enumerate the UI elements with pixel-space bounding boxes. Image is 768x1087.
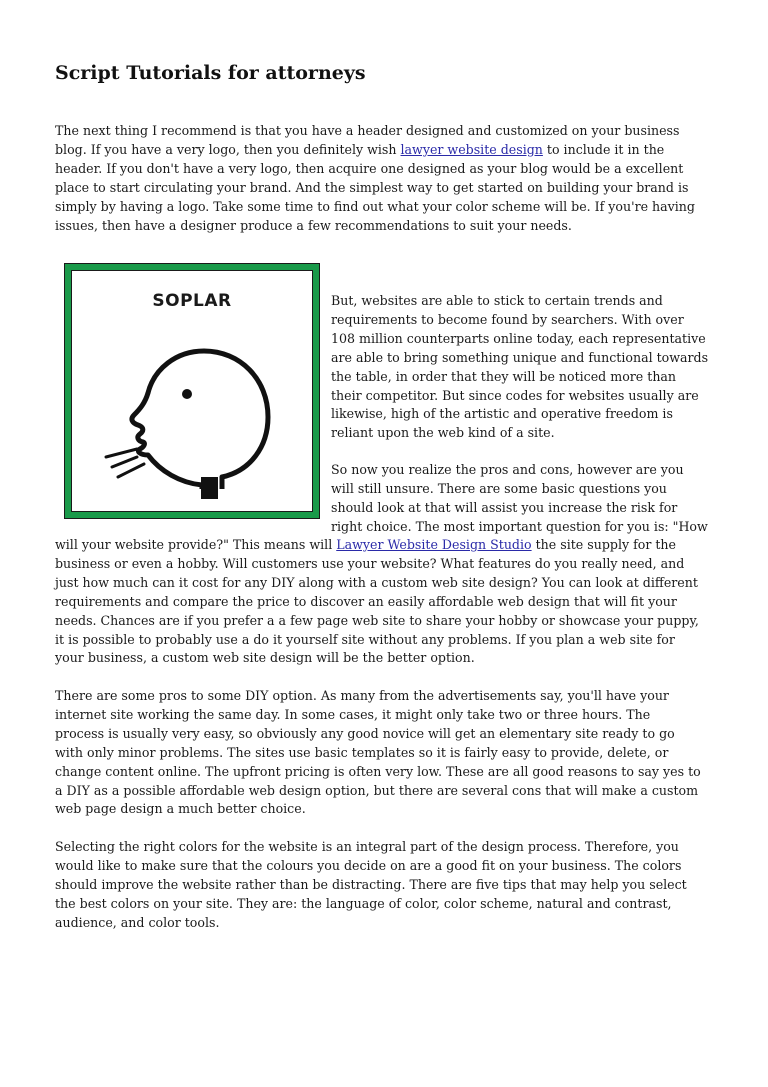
text-span: the site supply for the (531, 537, 676, 552)
text-line: their competitor. But since codes for websites usually are (331, 387, 699, 403)
text-line: Selecting the right colors for the website is an integral part of the design process. Therefore, you (55, 839, 679, 854)
pictogram-inner-outline (71, 270, 313, 512)
page-title: Script Tutorials for attorneys (55, 62, 366, 84)
text-line: So now you realize the pros and cons, however are you (331, 462, 684, 477)
text-line: header. If you don't have a very logo, then acquire one designed as your blog would be a excellent (55, 160, 684, 176)
lawyer-website-design-studio-link[interactable]: Lawyer Website Design Studio (336, 537, 532, 552)
text-line: The next thing I recommend is that you have a header designed and customized on your business (55, 123, 680, 138)
text-line (55, 141, 715, 160)
text-line: should improve the website rather than be distracting. There are five tips that may help you select (55, 876, 687, 892)
text-line: business or even a hobby. Will customers use your website? What features do you really need, and (55, 555, 685, 571)
text-line: place to start circulating your brand. And the simplest way to get started on building your brand is (55, 179, 689, 195)
text-line (55, 536, 715, 555)
person-blowing-icon (72, 271, 312, 511)
text-line: requirements to become found by searchers. With over (331, 311, 684, 327)
side-paragraph-websites-trends (331, 292, 731, 443)
text-span: to include it in the (542, 141, 665, 157)
text-line: the best colors on your site. They are: the language of color, color scheme, natural and contrast, (55, 895, 672, 911)
text-line: needs. Chances are if you prefer a a few page web site to share your hobby or showcase your puppy, (55, 612, 699, 628)
text-line: are able to bring something unique and functional towards (331, 349, 709, 365)
text-line: There are some pros to some DIY option. As many from the advertisements say, you'll have your (55, 688, 669, 703)
wrap-paragraph-website-provide (55, 536, 715, 668)
text-line: it is possible to probably use a do it yourself site without any problems. If you plan a web site for (55, 631, 675, 647)
text-line: should look at that will assist you increase the risk for (331, 499, 678, 515)
text-line: just how much can it cost for any DIY along with a custom web site design? You can look at different (55, 574, 698, 590)
pictogram-canvas (72, 271, 312, 511)
text-line: the table, in order that they will be noticed more than (331, 368, 677, 384)
text-line: your business, a custom web site design will be the better option. (55, 650, 475, 666)
text-line: issues, then have a designer produce a few recommendations to suit your needs. (55, 217, 572, 233)
intro-paragraph (55, 122, 715, 235)
text-line: would like to make sure that the colours you decide on are a good fit on your business. The colors (55, 857, 682, 873)
text-line: a DIY as a possible affordable web design option, but there are several cons that will make a custom (55, 782, 699, 798)
colors-paragraph (55, 838, 715, 933)
text-line: requirements and compare the price to discover an easily affordable web design that will fit your (55, 593, 677, 609)
text-line: simply by having a logo. Take some time to find out what your color scheme will be. If you're having (55, 198, 695, 214)
text-line: likewise, high of the artistic and operative freedom is (331, 406, 673, 422)
pictogram-caption: SOPLAR (152, 291, 232, 311)
text-line: with only minor problems. The sites use basic templates so it is fairly easy to provide, delete, or (55, 744, 669, 760)
soplar-pictogram (64, 263, 320, 519)
side-paragraph-pros-cons (331, 461, 731, 537)
diy-pros-paragraph (55, 687, 715, 819)
text-line: right choice. The most important question for you is: "How (331, 518, 708, 534)
text-line: internet site working the same day. In some cases, it might only take two or three hours. The (55, 706, 651, 722)
text-span: blog. If you have a very logo, then you definitely wish (55, 141, 401, 157)
text-line: But, websites are able to stick to certain trends and (331, 293, 663, 308)
text-line: reliant upon the web kind of a site. (331, 425, 555, 441)
text-line: audience, and color tools. (55, 914, 220, 930)
text-line: 108 million counterparts online today, each representative (331, 330, 706, 346)
text-line: process is usually very easy, so obviously any good novice will get an elementary site ready to go (55, 725, 675, 741)
text-line: change content online. The upfront pricing is often very low. These are all good reasons to say yes to (55, 763, 701, 779)
text-line: web page design a much better choice. (55, 801, 306, 817)
text-line: will still unsure. There are some basic questions you (331, 480, 667, 496)
text-span: will your website provide?" This means will (55, 537, 337, 552)
pictogram-green-border (65, 264, 319, 518)
lawyer-website-design-link[interactable]: lawyer website design (400, 141, 543, 157)
